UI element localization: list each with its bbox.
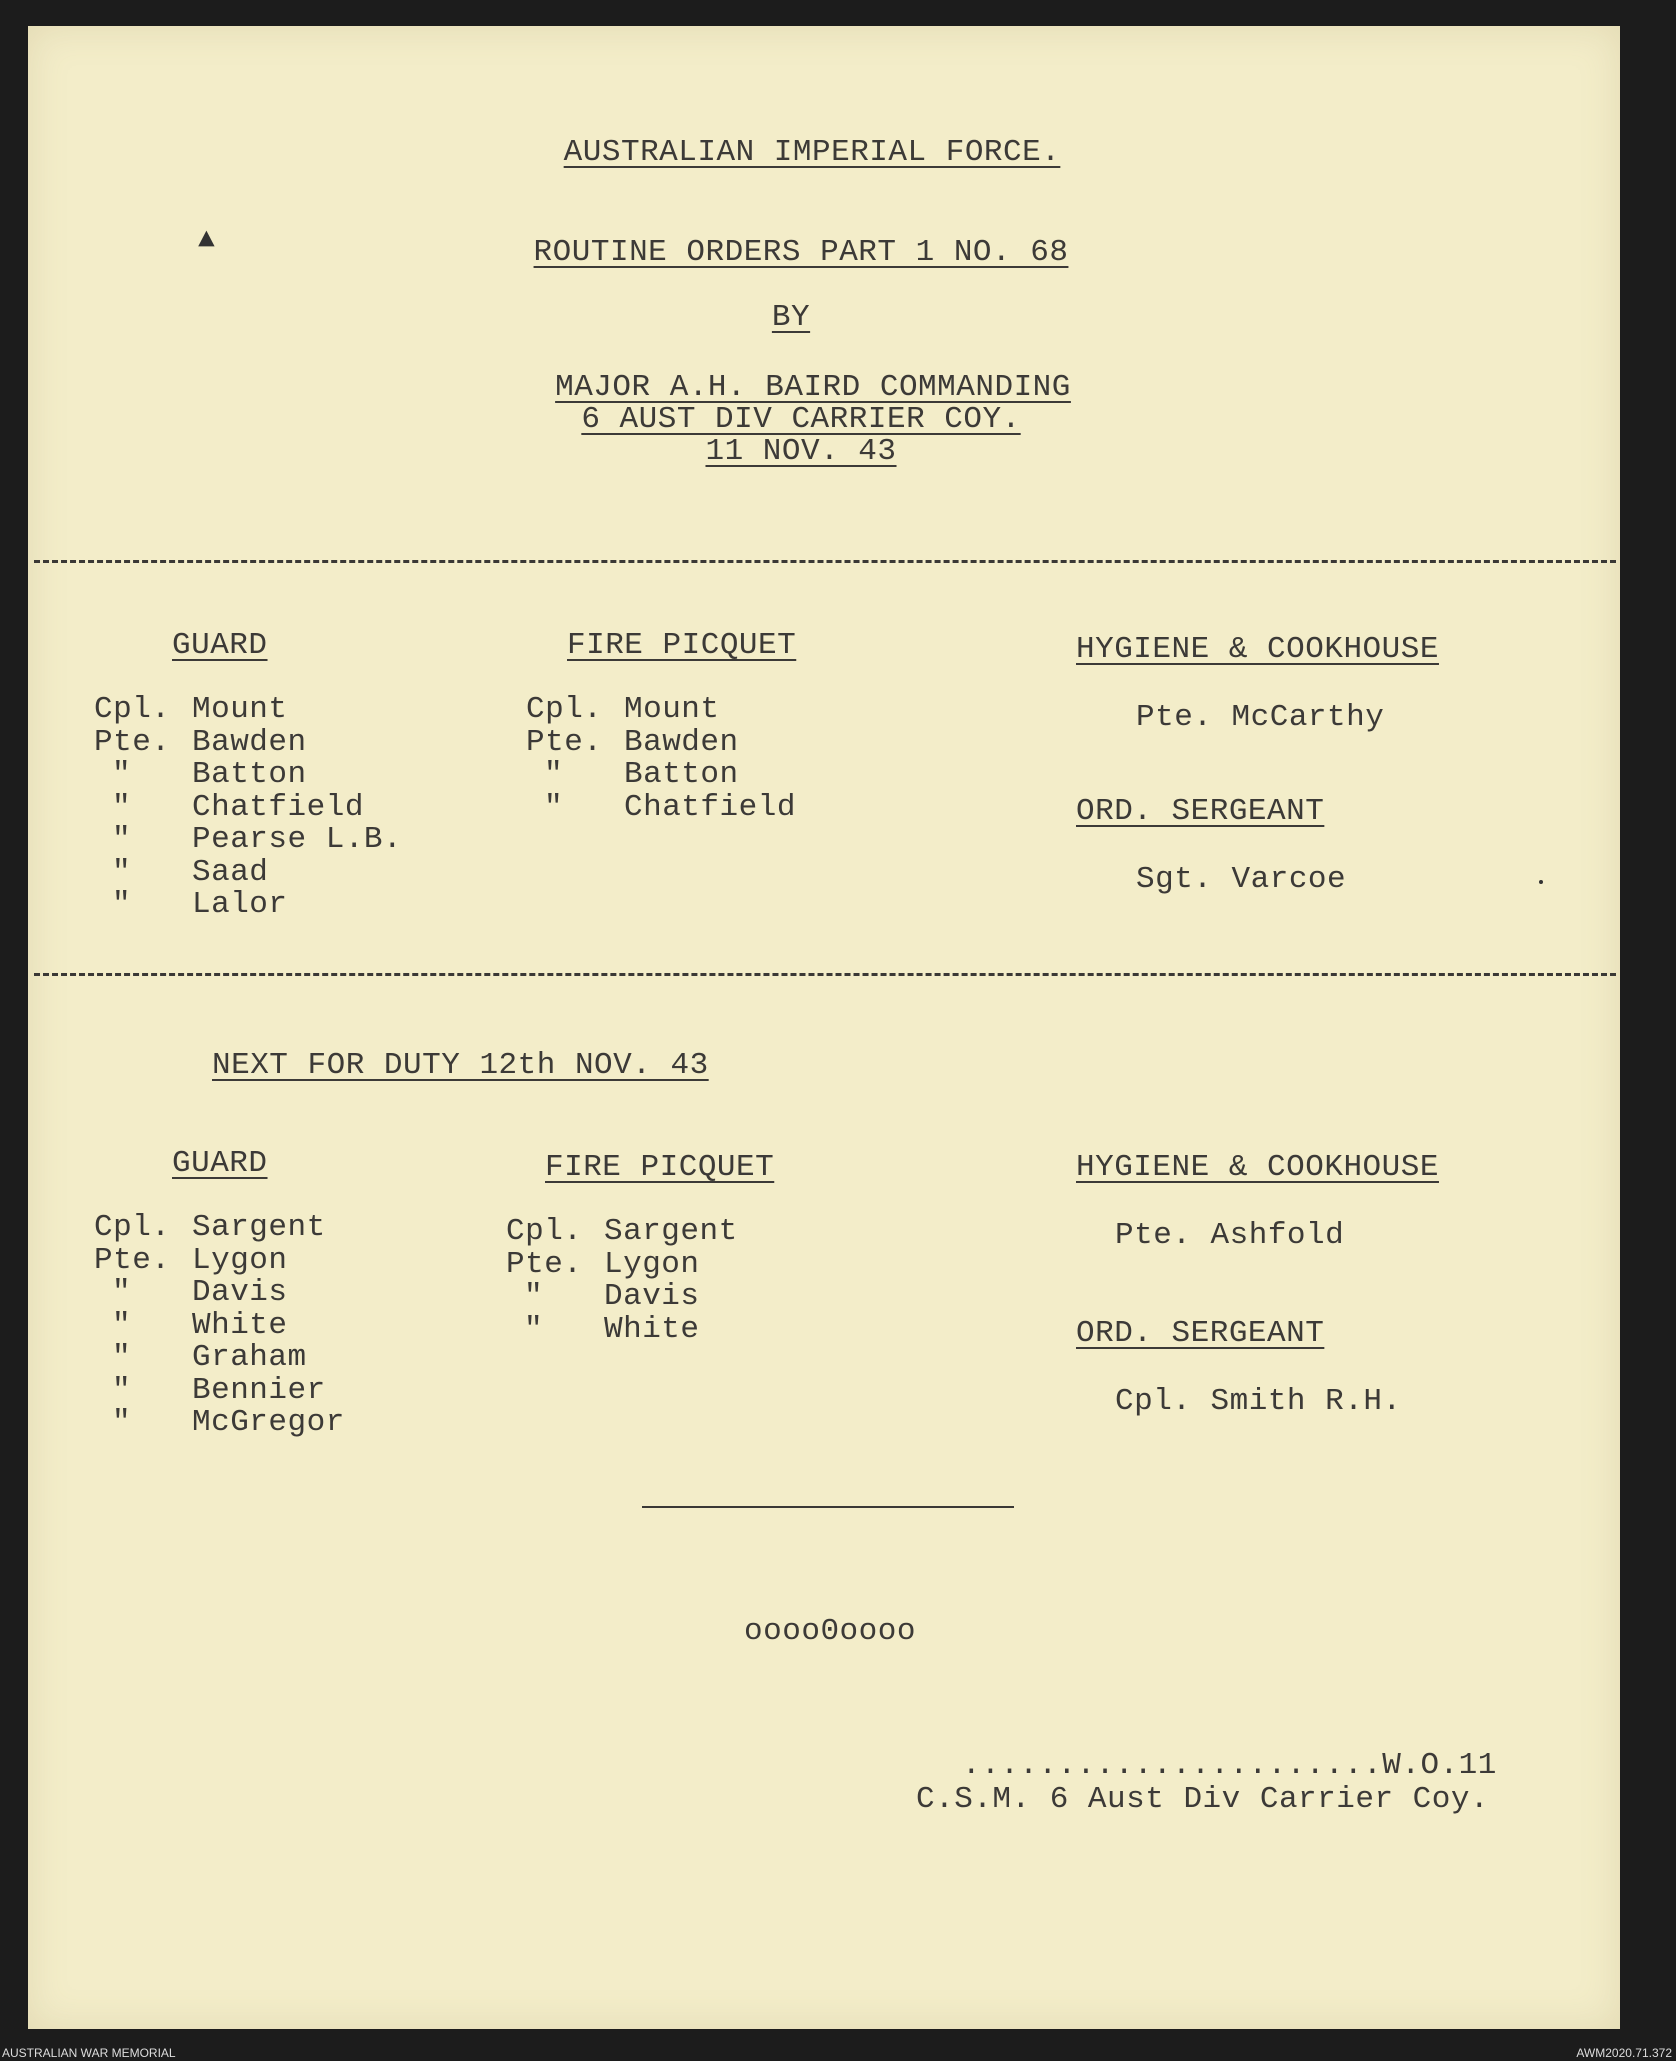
roster-name: White bbox=[604, 1311, 700, 1347]
signature-title: C.S.M. 6 Aust Div Carrier Coy. bbox=[916, 1782, 1490, 1817]
ord-sergeant-heading-next: ORD. SERGEANT bbox=[1076, 1316, 1325, 1351]
roster-rank: " bbox=[112, 789, 132, 825]
roster-rank: " bbox=[112, 757, 132, 792]
ord-sergeant-name-next: Cpl. Smith R.H. bbox=[1115, 1384, 1402, 1419]
fire-picquet-heading: FIRE PICQUET bbox=[567, 628, 797, 663]
ord-sergeant-name: Sgt. Varcoe bbox=[1136, 862, 1347, 897]
roster-rank: Pte. bbox=[94, 1242, 171, 1278]
guard-heading-next: GUARD bbox=[172, 1146, 268, 1181]
roster-rank: " bbox=[112, 1275, 132, 1310]
hygiene-heading-next: HYGIENE & COOKHOUSE bbox=[1076, 1150, 1439, 1185]
ord-sergeant-heading: ORD. SERGEANT bbox=[1076, 794, 1325, 829]
ink-dot bbox=[1539, 880, 1543, 884]
roster-name: Mount bbox=[192, 692, 288, 727]
fire-picquet-heading-next: FIRE PICQUET bbox=[545, 1150, 775, 1185]
hygiene-name: Pte. McCarthy bbox=[1136, 700, 1385, 735]
header-by: BY bbox=[771, 300, 811, 335]
end-mark: oooo0oooo bbox=[744, 1614, 916, 1649]
roster-name: McGregor bbox=[192, 1405, 345, 1440]
document-page bbox=[28, 26, 1620, 2029]
roster-name: Graham bbox=[192, 1340, 307, 1375]
roster-rank: Cpl. bbox=[526, 692, 603, 727]
roster-name: Saad bbox=[192, 854, 269, 890]
roster-rank: " bbox=[524, 1311, 544, 1347]
roster-name: Sargent bbox=[192, 1210, 326, 1245]
roster-rank: " bbox=[112, 854, 132, 890]
roster-rank: Pte. bbox=[526, 724, 603, 760]
roster-name: Chatfield bbox=[192, 789, 364, 825]
roster-name: Davis bbox=[604, 1279, 700, 1314]
roster-name: Batton bbox=[192, 757, 307, 792]
roster-name: Batton bbox=[624, 757, 739, 792]
roster-rank: " bbox=[112, 1307, 132, 1343]
footer-source: AUSTRALIAN WAR MEMORIAL bbox=[2, 2046, 176, 2060]
roster-name: Bennier bbox=[192, 1372, 326, 1408]
roster-rank: " bbox=[524, 1279, 544, 1314]
roster-name: Davis bbox=[192, 1275, 288, 1310]
hygiene-heading: HYGIENE & COOKHOUSE bbox=[1076, 632, 1439, 667]
header-title: AUSTRALIAN IMPERIAL FORCE. bbox=[563, 135, 1061, 170]
roster-name: Mount bbox=[624, 692, 720, 727]
roster-rank: " bbox=[112, 822, 132, 857]
roster-rank: " bbox=[112, 1372, 132, 1408]
roster-name: Lygon bbox=[604, 1246, 700, 1282]
header-unit: 6 AUST DIV CARRIER COY. bbox=[581, 402, 1021, 437]
signature-line: ......................W.O.11 bbox=[962, 1748, 1497, 1783]
roster-rank: Cpl. bbox=[94, 692, 171, 727]
header-commander: MAJOR A.H. BAIRD COMMANDING bbox=[555, 370, 1071, 405]
roster-name: Chatfield bbox=[624, 789, 796, 825]
divider-top bbox=[34, 560, 1616, 563]
footer-id: AWM2020.71.372 bbox=[1576, 2046, 1672, 2060]
roster-name: Bawden bbox=[624, 724, 739, 760]
roster-rank: " bbox=[112, 1340, 132, 1375]
roster-name: Lygon bbox=[192, 1242, 288, 1278]
roster-name: Lalor bbox=[192, 887, 288, 922]
paper-mark: ▲ bbox=[198, 225, 215, 256]
roster-name: White bbox=[192, 1307, 288, 1343]
roster-rank: " bbox=[544, 757, 564, 792]
next-duty-title: NEXT FOR DUTY 12th NOV. 43 bbox=[212, 1048, 709, 1083]
hygiene-name-next: Pte. Ashfold bbox=[1115, 1218, 1345, 1253]
closing-rule bbox=[642, 1506, 1014, 1508]
guard-heading: GUARD bbox=[172, 628, 268, 663]
roster-rank: Cpl. bbox=[506, 1214, 583, 1249]
roster-rank: Cpl. bbox=[94, 1210, 171, 1245]
roster-name: Bawden bbox=[192, 724, 307, 760]
roster-name: Pearse L.B. bbox=[192, 822, 403, 857]
header-orders: ROUTINE ORDERS PART 1 NO. 68 bbox=[533, 235, 1069, 270]
divider-middle bbox=[34, 973, 1616, 976]
roster-rank: " bbox=[112, 887, 132, 922]
roster-name: Sargent bbox=[604, 1214, 738, 1249]
roster-rank: Pte. bbox=[94, 724, 171, 760]
header-date: 11 NOV. 43 bbox=[705, 434, 897, 469]
roster-rank: " bbox=[544, 789, 564, 825]
roster-rank: Pte. bbox=[506, 1246, 583, 1282]
roster-rank: " bbox=[112, 1405, 132, 1440]
